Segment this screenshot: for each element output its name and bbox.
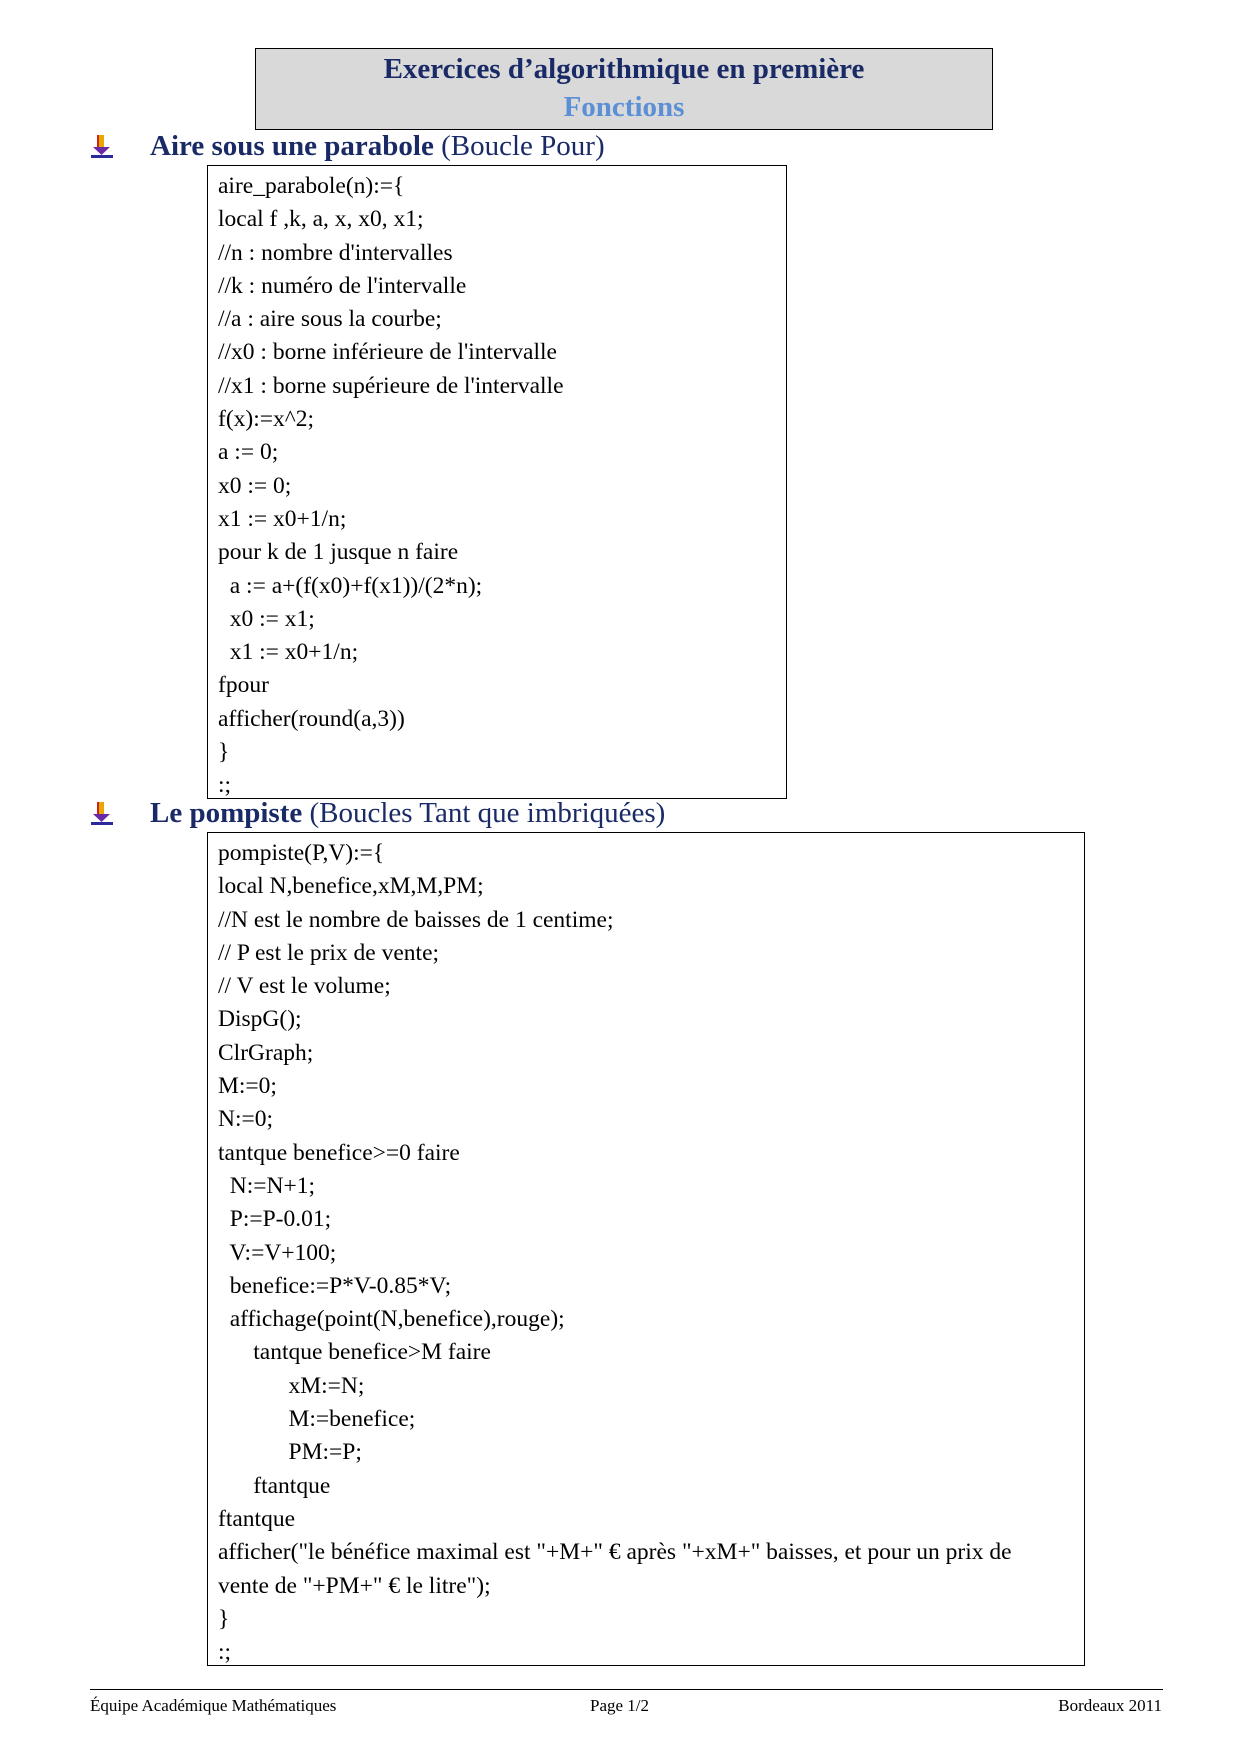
code-line: pour k de 1 jusque n faire (218, 539, 459, 566)
code-line: :; (218, 1639, 232, 1666)
code-line: M:=benefice; (218, 1406, 416, 1433)
code-line: V:=V+100; (218, 1239, 337, 1266)
page-subtitle: Fonctions (563, 91, 685, 123)
code-line: //N est le nombre de baisses de 1 centime; (218, 906, 614, 933)
code-line: ftantque (218, 1472, 331, 1499)
code-line: PM:=P; (218, 1439, 362, 1466)
code-line: benefice:=P*V-0.85*V; (218, 1272, 452, 1299)
code-line: fpour (218, 672, 269, 699)
code-line: pompiste(P,V):={ (218, 840, 385, 866)
code-line: // V est le volume; (218, 973, 391, 1000)
code-line: local N,benefice,xM,M,PM; (218, 873, 484, 900)
footer-page-number: Page 1/2 (590, 1696, 650, 1715)
code-line: affichage(point(N,benefice),rouge); (218, 1306, 565, 1333)
footer-left: Équipe Académique Mathématiques (90, 1696, 337, 1715)
code-line: ftantque (218, 1505, 295, 1532)
code-block-pompiste (207, 832, 1085, 1666)
code-line: N:=N+1; (218, 1172, 316, 1199)
page-title: Exercices d’algorithmique en première (383, 53, 865, 85)
footer-right: Bordeaux 2011 (1058, 1696, 1162, 1715)
code-line: //k : numéro de l'intervalle (218, 272, 467, 299)
code-line: xM:=N; (218, 1372, 365, 1399)
code-line: x0 := x1; (218, 605, 315, 632)
section-subtitle: (Boucles Tant que imbriquées) (302, 797, 666, 829)
code-line: DispG(); (218, 1006, 302, 1033)
code-line: :; (218, 772, 232, 799)
code-line: M:=0; (218, 1073, 277, 1100)
code-line: // P est le prix de vente; (218, 939, 440, 966)
bullet-arrow-icon (90, 135, 114, 159)
code-line: } (218, 739, 230, 766)
code-line: x1 := x0+1/n; (218, 505, 347, 532)
code-line: a := 0; (218, 439, 279, 466)
code-line: //x1 : borne supérieure de l'intervalle (218, 372, 564, 399)
section-subtitle: (Boucle Pour) (433, 130, 605, 162)
code-line: aire_parabole(n):={ (218, 173, 405, 199)
code-line: //n : nombre d'intervalles (218, 239, 453, 266)
code-block-aire-parabole (207, 165, 787, 799)
code-line: P:=P-0.01; (218, 1206, 332, 1233)
code-line: a := a+(f(x0)+f(x1))/(2*n); (218, 572, 483, 599)
code-line: //x0 : borne inférieure de l'intervalle (218, 339, 557, 366)
title-box (255, 48, 993, 130)
bullet-arrow-icon (90, 802, 114, 826)
code-line: N:=0; (218, 1106, 274, 1133)
code-line: afficher(round(a,3)) (218, 705, 405, 732)
code-line: tantque benefice>=0 faire (218, 1139, 460, 1166)
code-line: afficher("le bénéfice maximal est "+M+" € après "+xM+" baisses, et pour un prix de (218, 1539, 1012, 1566)
code-line: local f ,k, a, x, x0, x1; (218, 206, 424, 233)
code-line: vente de "+PM+" € le litre"); (218, 1572, 491, 1599)
footer-divider (90, 1689, 1163, 1690)
code-line: ClrGraph; (218, 1039, 314, 1066)
code-line: } (218, 1605, 230, 1632)
section-title: Le pompiste (150, 797, 303, 829)
code-line: tantque benefice>M faire (218, 1339, 491, 1366)
code-line: x1 := x0+1/n; (218, 639, 359, 666)
code-line: //a : aire sous la courbe; (218, 306, 442, 333)
code-line: f(x):=x^2; (218, 406, 315, 433)
section-title: Aire sous une parabole (150, 130, 434, 162)
code-line: x0 := 0; (218, 472, 292, 499)
